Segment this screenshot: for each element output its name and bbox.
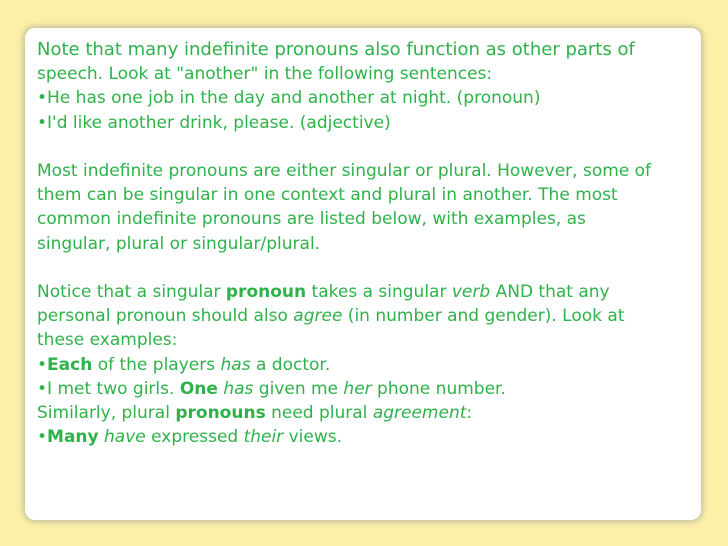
text-run: Notice that a singular (37, 282, 226, 302)
text-run: : (466, 403, 473, 424)
text-run: need plural (265, 403, 373, 424)
para1-line1: Note that many indefinite pronouns also function as other parts of (37, 39, 635, 60)
text-run: (in number and gender). Look at (342, 306, 625, 327)
para3-line6 (37, 401, 691, 425)
text-run: takes a singular (306, 282, 452, 302)
bold-term: Many (47, 427, 99, 448)
text-run: phone number. (371, 378, 506, 399)
text-run: of the players (92, 354, 221, 375)
bold-term: One (179, 378, 218, 399)
bullet: • (37, 354, 48, 375)
para1-line4: •I'd like another drink, please. (adjective) (37, 112, 391, 133)
italic-term: her (343, 378, 372, 399)
text-run: •I met two girls. (37, 378, 180, 399)
example-one (37, 377, 691, 401)
example-each (37, 353, 691, 377)
para2-line4: singular, plural or singular/plural. (37, 233, 321, 254)
paragraph-spacer (37, 135, 691, 159)
italic-term: agree (293, 306, 343, 327)
bold-term: pronoun (225, 282, 307, 302)
text-run: AND that any (490, 282, 610, 302)
italic-term: verb (451, 282, 491, 302)
italic-term: their (243, 427, 284, 448)
text-run: views. (283, 427, 343, 448)
para2-line1: Most indefinite pronouns are either singular or plural. However, some of (37, 161, 652, 181)
italic-term: have (104, 427, 146, 448)
para2-line3: common indefinite pronouns are listed below, with examples, as (37, 209, 586, 230)
text-run: a doctor. (250, 354, 331, 375)
para1-line2: speech. Look at "another" in the following sentences: (37, 64, 493, 85)
body-text (37, 38, 691, 449)
italic-term: has (223, 378, 254, 399)
para1-line3: •He has one job in the day and another at night. (pronoun) (37, 88, 541, 109)
italic-term: has (220, 354, 251, 375)
text-run: expressed (145, 427, 244, 448)
bold-term: pronouns (175, 403, 266, 424)
bold-term: Each (47, 354, 93, 375)
para3-line1 (37, 280, 691, 304)
para3-line2 (37, 304, 691, 328)
italic-term: agreement (372, 403, 467, 424)
text-run: given me (253, 378, 344, 399)
paragraph-spacer (37, 256, 691, 280)
text-run: Similarly, plural (37, 403, 176, 424)
para2-line2: them can be singular in one context and plural in another. The most (37, 185, 618, 206)
example-many (37, 425, 691, 449)
bullet: • (37, 427, 48, 448)
content-card (25, 28, 701, 520)
para3-line3: these examples: (37, 330, 178, 351)
text-run: personal pronoun should also (37, 306, 294, 327)
